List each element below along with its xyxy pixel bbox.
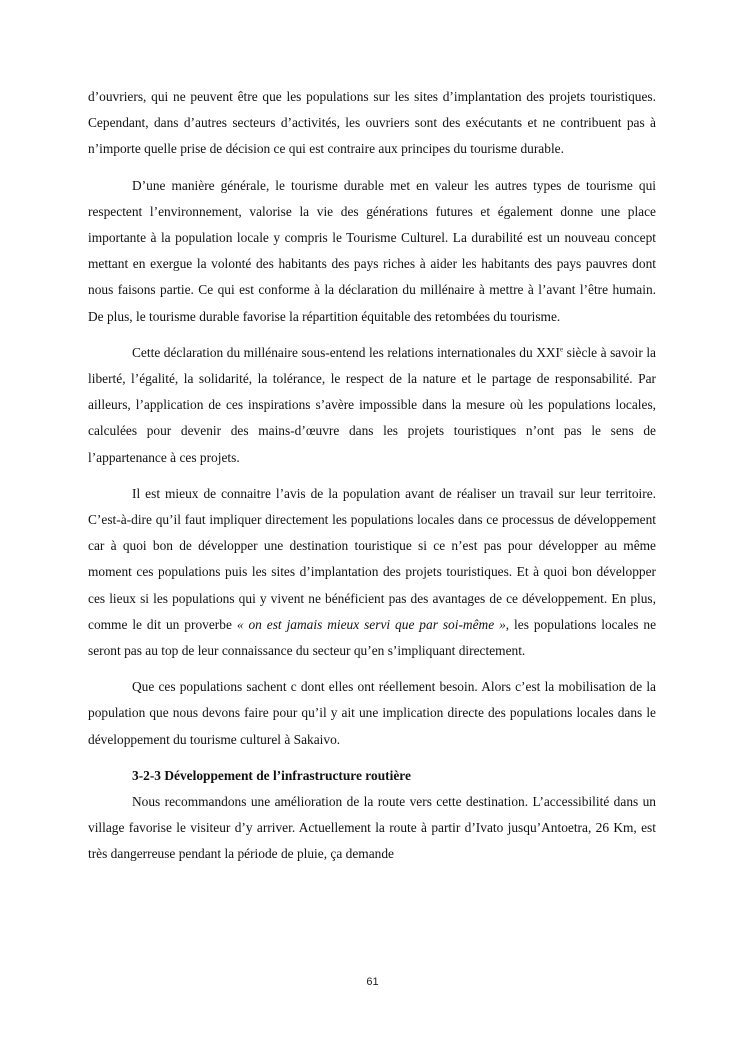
paragraph-infrastructure: Nous recommandons une amélioration de la route vers cette destination. L’accessibilité dans un village favorise le visiteur d’y arriver. Actuellement la route à partir d’Ivato jusqu’Antoetra, 26 Km, est très dangerreuse pendant la période de pluie, ça demande <box>88 793 656 862</box>
paragraph-declaration-millenaire <box>88 340 656 471</box>
proverb-quote: « on est jamais mieux servi que par soi-même » <box>236 616 506 632</box>
page-body <box>88 84 656 877</box>
paragraph-text: Cette déclaration du millénaire sous-entend les relations internationales du XXI <box>132 344 560 360</box>
page-number: 61 <box>366 976 379 988</box>
paragraph-tourisme-durable: D’une manière générale, le tourisme durable met en valeur les autres types de tourisme qui respectent l’environnement, valorise la vie des générations futures et également donne une place importante à la population locale y compris le Tourisme Culturel. La durabilité est un nouveau concept mettant en exergue la volonté des habitants des pays riches à aider les habitants des pays pauvres dont nous faisons partie. Ce qui est conforme à la déclaration du millénaire à mettre à l’avant l’être humain. De plus, le tourisme durable favorise la répartition équitable des retombées du tourisme. <box>88 177 656 324</box>
paragraph-avis-population <box>88 481 656 664</box>
superscript: e <box>560 345 564 354</box>
section-heading: 3-2-3 Développement de l’infrastructure routière <box>132 767 411 783</box>
paragraph-text: Il est mieux de connaitre l’avis de la population avant de réaliser un travail sur leur territoire. C’est-à-dire qu’il faut impliquer directement les populations locales dans ce processus de développement car à quoi bon de développer une destination touristique si ce n’est pas pour développer au même moment ces populations puis les sites d’implantation des projets touristiques. Et à quoi bon développer ces lieux si les populations qui y vivent ne bénéficient pas des avantages de ce développement. En plus, comme le dit un proverbe <box>88 485 656 632</box>
paragraph-text: , les populations locales ne seront pas au top de leur connaissance du secteur qu’en s’impliquant directement. <box>88 616 657 659</box>
paragraph-mobilisation: Que ces populations sachent c dont elles ont réellement besoin. Alors c’est la mobilisation de la population que nous devons faire pour qu’il y ait une implication directe des populations locales dans le développement du tourisme culturel à Sakaivo. <box>88 679 656 747</box>
paragraph-ouvriers: d’ouvriers, qui ne peuvent être que les populations sur les sites d’implantation des projets touristiques. Cependant, dans d’autres secteurs d’activités, les ouvriers sont des exécutants et ne contribuent pas à n’importe quelle prise de décision ce qui est contraire aux principes du tourisme durable. <box>88 89 656 157</box>
paragraph-text: siècle à savoir la liberté, l’égalité, la solidarité, la tolérance, le respect de la nature et le partage de responsabilité. Par ailleurs, l’application de ces inspirations s’avère impossible dans la mesure où les populations locales, calculées pour devenir des mains-d’œuvre dans les projets touristiques n’ont pas le sens de l’appartenance à ces projets. <box>88 344 656 465</box>
